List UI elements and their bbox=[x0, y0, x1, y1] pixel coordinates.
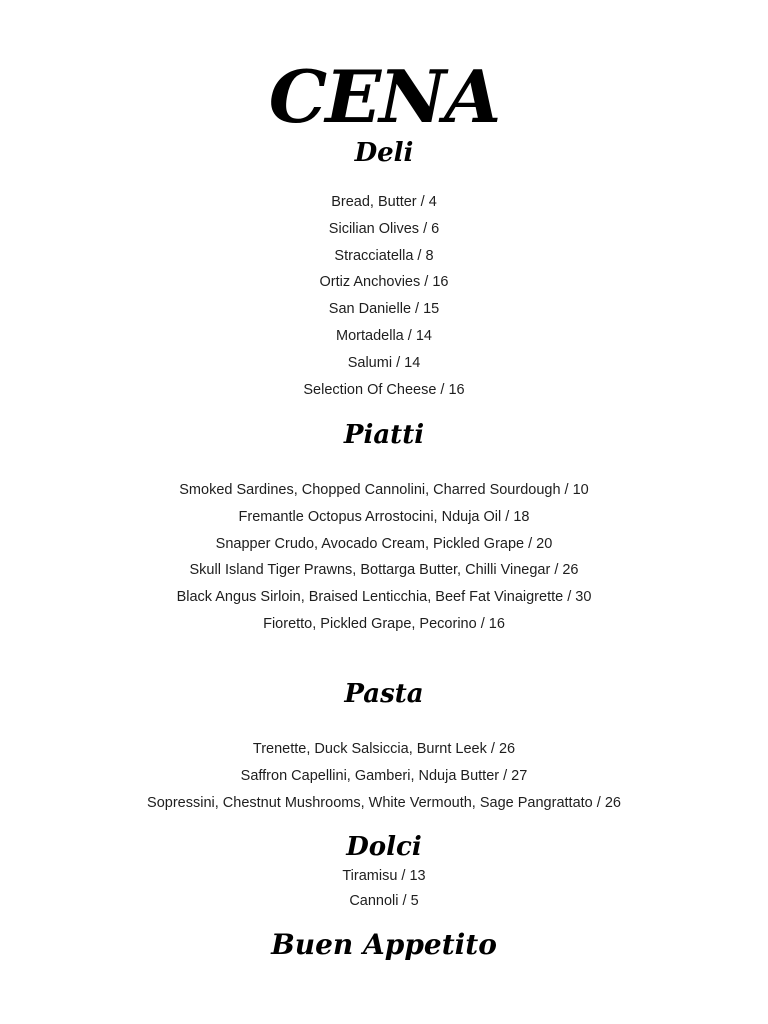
menu-item: Selection Of Cheese / 16 bbox=[303, 381, 465, 398]
menu-item: Black Angus Sirloin, Braised Lenticchia, Beef Fat Vinaigrette / 30 bbox=[176, 589, 592, 606]
menu-item: Saffron Capellini, Gamberi, Nduja Butter / 27 bbox=[240, 767, 528, 784]
menu-item: Mortadella / 14 bbox=[336, 327, 432, 344]
menu-item: Sicilian Olives / 6 bbox=[328, 220, 440, 237]
menu-item: Salumi / 14 bbox=[347, 354, 421, 371]
section-heading-deli: Deli bbox=[354, 138, 414, 168]
section-heading-piatti: Piatti bbox=[343, 420, 425, 450]
menu-item: Tiramisu / 13 bbox=[342, 868, 426, 884]
menu-item: Fioretto, Pickled Grape, Pecorino / 16 bbox=[263, 615, 505, 632]
closing-message: Buen Appetito bbox=[271, 928, 497, 961]
dolci-item-list bbox=[0, 864, 768, 914]
menu-item: Ortiz Anchovies / 16 bbox=[319, 274, 449, 291]
menu-item: Trenette, Duck Salsiccia, Burnt Leek / 26 bbox=[252, 741, 516, 757]
menu-item: San Danielle / 15 bbox=[328, 301, 440, 318]
menu-title: CENA bbox=[268, 54, 500, 139]
menu-item: Fremantle Octopus Arrostocini, Nduja Oil / 18 bbox=[238, 508, 530, 525]
menu-item: Sopressini, Chestnut Mushrooms, White Vermouth, Sage Pangrattato / 26 bbox=[147, 794, 621, 811]
piatti-item-list bbox=[0, 477, 768, 638]
menu-item: Bread, Butter / 4 bbox=[331, 194, 437, 210]
section-heading-pasta: Pasta bbox=[344, 679, 424, 709]
menu-item: Cannoli / 5 bbox=[349, 893, 419, 909]
deli-item-list bbox=[0, 189, 768, 403]
menu-item: Stracciatella / 8 bbox=[334, 247, 434, 264]
menu-item: Skull Island Tiger Prawns, Bottarga Butter, Chilli Vinegar / 26 bbox=[189, 562, 579, 579]
menu-item: Snapper Crudo, Avocado Cream, Pickled Grape / 20 bbox=[215, 535, 553, 552]
menu-item: Smoked Sardines, Chopped Cannolini, Charred Sourdough / 10 bbox=[179, 482, 589, 498]
pasta-item-list bbox=[0, 736, 768, 816]
section-heading-dolci: Dolci bbox=[346, 832, 422, 862]
